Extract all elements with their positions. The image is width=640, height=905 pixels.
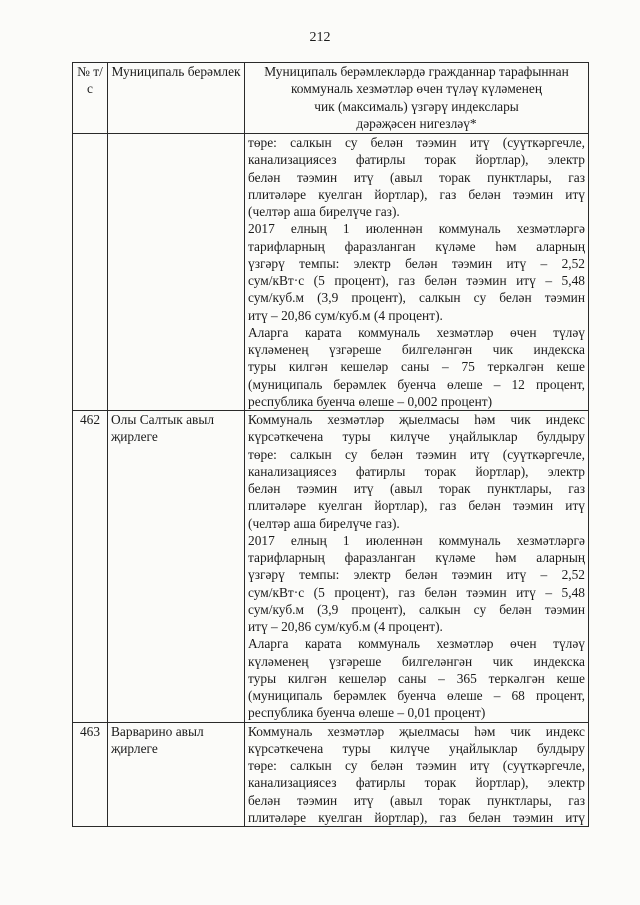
description-line: төре: салкын су белән тәэмин итү (суүткәргечле,: [248, 446, 585, 462]
description-line: 2017 елның 1 июленнән коммуналь хезмәтләргә: [248, 221, 585, 237]
description-line: республика буенча өлеше – 0,01 процент): [248, 705, 486, 721]
row-number: [73, 134, 108, 411]
description-line: сум/куб.м (3,9 процент), салкын су белән тәэмин: [248, 290, 585, 306]
description-line: (муниципаль берәмлек буенча өлеше – 12 процент,: [248, 376, 585, 392]
description-line: 2017 елның 1 июленнән коммуналь хезмәтләргә: [248, 532, 585, 548]
description-line: сум/куб.м (3,9 процент), салкын су белән тәэмин: [248, 601, 585, 617]
header-description: [245, 63, 589, 134]
row-number: 462: [73, 411, 108, 723]
page-number: 212: [309, 30, 331, 45]
header-description-line: чик (максималь) үзгәрү индекслары: [314, 98, 519, 114]
description-line: күләменең үзгәреше билгеләнгән чик индекска: [248, 342, 585, 357]
description-line: Коммуналь хезмәтләр җыелмасы һәм чик индекс: [248, 723, 585, 739]
row-municipality: [108, 134, 245, 411]
table-row: [73, 134, 589, 411]
description-line: төре: салкын су белән тәэмин итү (суүткәргечле,: [248, 758, 585, 773]
description-line: Коммуналь хезмәтләр җыелмасы һәм чик индекс: [248, 412, 585, 427]
header-municipality: Муниципаль берәмлек: [108, 63, 245, 134]
description-line: белән тәэмин итү (авыл торак пунктлары, газ: [248, 792, 585, 808]
description-line: туры килгән кешеләр саны – 75 теркәлгән кеше: [248, 359, 585, 375]
description-line: итү – 20,86 сум/куб.м (4 процент).: [248, 619, 443, 634]
description-line: (муниципаль берәмлек буенча өлеше – 68 процент,: [248, 688, 585, 703]
description-line: туры килгән кешеләр саны – 365 теркәлгән кеше: [248, 670, 585, 686]
description-line: сум/кВт·с (5 процент), газ белән тәэмин итү – 5,48: [248, 584, 585, 600]
header-description-line: Муниципаль берәмлекләрдә гражданнар тарафыннан: [264, 64, 569, 79]
utility-index-table: [72, 62, 589, 827]
description-line: тарифларның фаразланган күләме һәм аларның: [248, 238, 585, 254]
row-description: [245, 722, 589, 827]
description-line: плитәләре куелган йортлар), газ белән тәэмин итү: [248, 809, 585, 825]
description-line: Аларга карата коммуналь хезмәтләр өчен түләү: [248, 324, 585, 340]
description-line: белән тәэмин итү (авыл торак пунктлары, газ: [248, 169, 585, 185]
description-line: күләменең үзгәреше билгеләнгән чик индекска: [248, 653, 585, 669]
description-line: үзгәрү темпы: электр белән тәэмин итү – 2,52: [248, 567, 585, 583]
description-line: тарифларның фаразланган күләме һәм аларның: [248, 550, 585, 565]
table-header-row: [73, 63, 589, 134]
description-line: күрсәткечена туры килүче уңайлыклар булдыру: [248, 740, 585, 756]
table-row: [73, 722, 589, 827]
header-description-line: дәрәҗәсен нигезләү*: [356, 115, 477, 131]
description-line: республика буенча өлеше – 0,002 процент): [248, 393, 493, 409]
header-number: № т/с: [73, 63, 108, 134]
description-line: плитәләре куелган йортлар), газ белән тәэмин итү: [248, 498, 585, 514]
description-line: (челтәр аша бирелүче газ).: [248, 515, 400, 531]
description-line: (челтәр аша бирелүче газ).: [248, 204, 400, 219]
description-line: канализациясез фатирлы торак йортлар), электр: [248, 775, 585, 791]
header-description-line: коммуналь хезмәтләр өчен түләү күләменең: [290, 81, 543, 97]
row-municipality: Олы Салтык авыл җирлеге: [108, 411, 245, 723]
description-line: канализациясез фатирлы торак йортлар), электр: [248, 152, 585, 168]
description-line: үзгәрү темпы: электр белән тәэмин итү – 2,52: [248, 255, 585, 271]
description-line: канализациясез фатирлы торак йортлар), электр: [248, 463, 585, 479]
row-description: [245, 411, 589, 723]
description-line: сум/кВт·с (5 процент), газ белән тәэмин итү – 5,48: [248, 273, 585, 288]
description-line: төре: салкын су белән тәэмин итү (суүткәргечле,: [248, 135, 585, 150]
row-municipality: Варварино авыл җирлеге: [108, 722, 245, 827]
table-row: [73, 411, 589, 723]
description-line: Аларга карата коммуналь хезмәтләр өчен түләү: [248, 636, 585, 652]
row-description: [245, 134, 589, 411]
description-line: күрсәткечена туры килүче уңайлыклар булдыру: [248, 429, 585, 445]
description-line: плитәләре куелган йортлар), газ белән тәэмин итү: [248, 186, 585, 202]
description-line: итү – 20,86 сум/куб.м (4 процент).: [248, 307, 443, 323]
row-number: 463: [73, 722, 108, 827]
description-line: белән тәэмин итү (авыл торак пунктлары, газ: [248, 481, 585, 496]
